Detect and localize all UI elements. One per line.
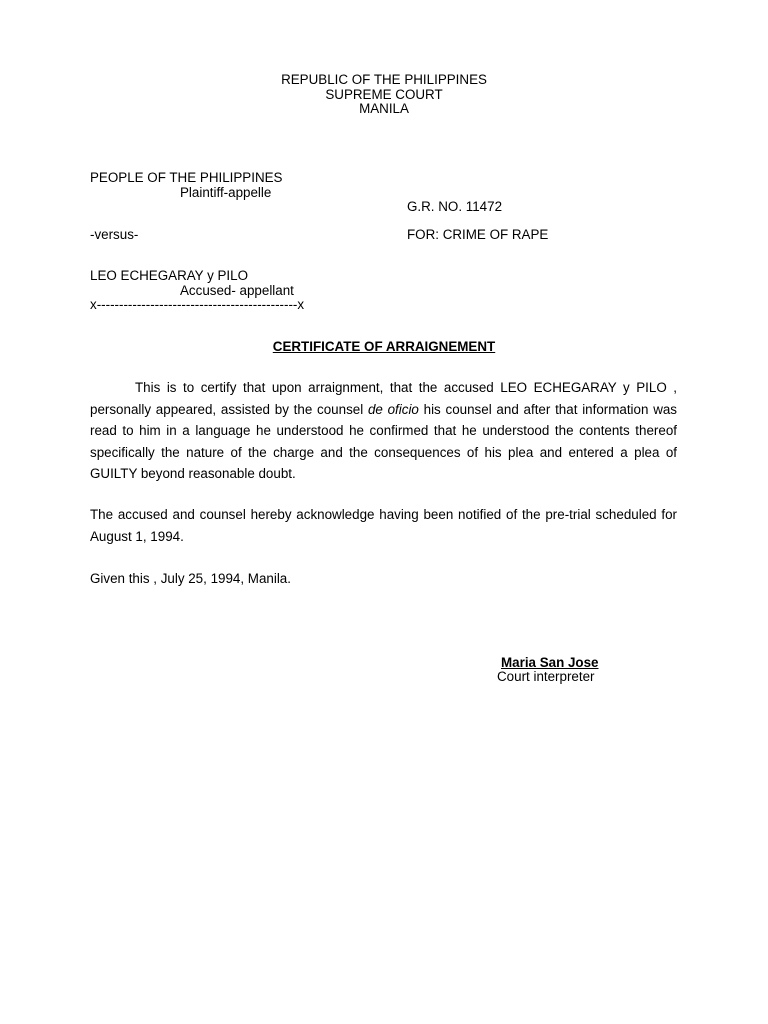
certification-paragraph [90,377,677,485]
accused-name: LEO ECHEGARAY y PILO [90,268,249,283]
case-number: G.R. NO. 11472 [407,199,503,214]
header-court: SUPREME COURT [325,87,443,102]
given-date-line: Given this , July 25, 1994, Manila. [90,571,291,586]
signer-name: Maria San Jose [501,655,599,670]
charge-label: FOR: CRIME OF RAPE [407,227,549,242]
header-republic: REPUBLIC OF THE PHILIPPINES [281,72,487,87]
document-title: CERTIFICATE OF ARRAIGNEMENT [272,339,496,354]
paragraph-text-start: This is to certify that upon arraignment, that the accused LEO ECHEGARAY y PILO , personally appeared, assisted by the counsel [90,380,677,417]
signer-title: Court interpreter [497,669,595,684]
caption-separator: x---------------------------------------------x [90,297,305,312]
accused-role: Accused- appellant [180,283,294,298]
paragraph-text-end: his counsel and after that information was read to him in a language he understood he confirmed that he understood the contents thereof specifically the nature of the charge and the consequences of his plea and entered a plea of GUILTY beyond reasonable doubt. [90,401,678,481]
acknowledgement-paragraph: The accused and counsel hereby acknowledge having been notified of the pre-trial scheduled for August 1, 1994. [90,507,677,544]
header-city: MANILA [359,101,409,116]
versus-label: -versus- [90,227,139,242]
plaintiff-name: PEOPLE OF THE PHILIPPINES [90,170,283,185]
paragraph-italic-phrase: de oficio [367,401,419,417]
plaintiff-role: Plaintiff-appelle [180,185,272,200]
